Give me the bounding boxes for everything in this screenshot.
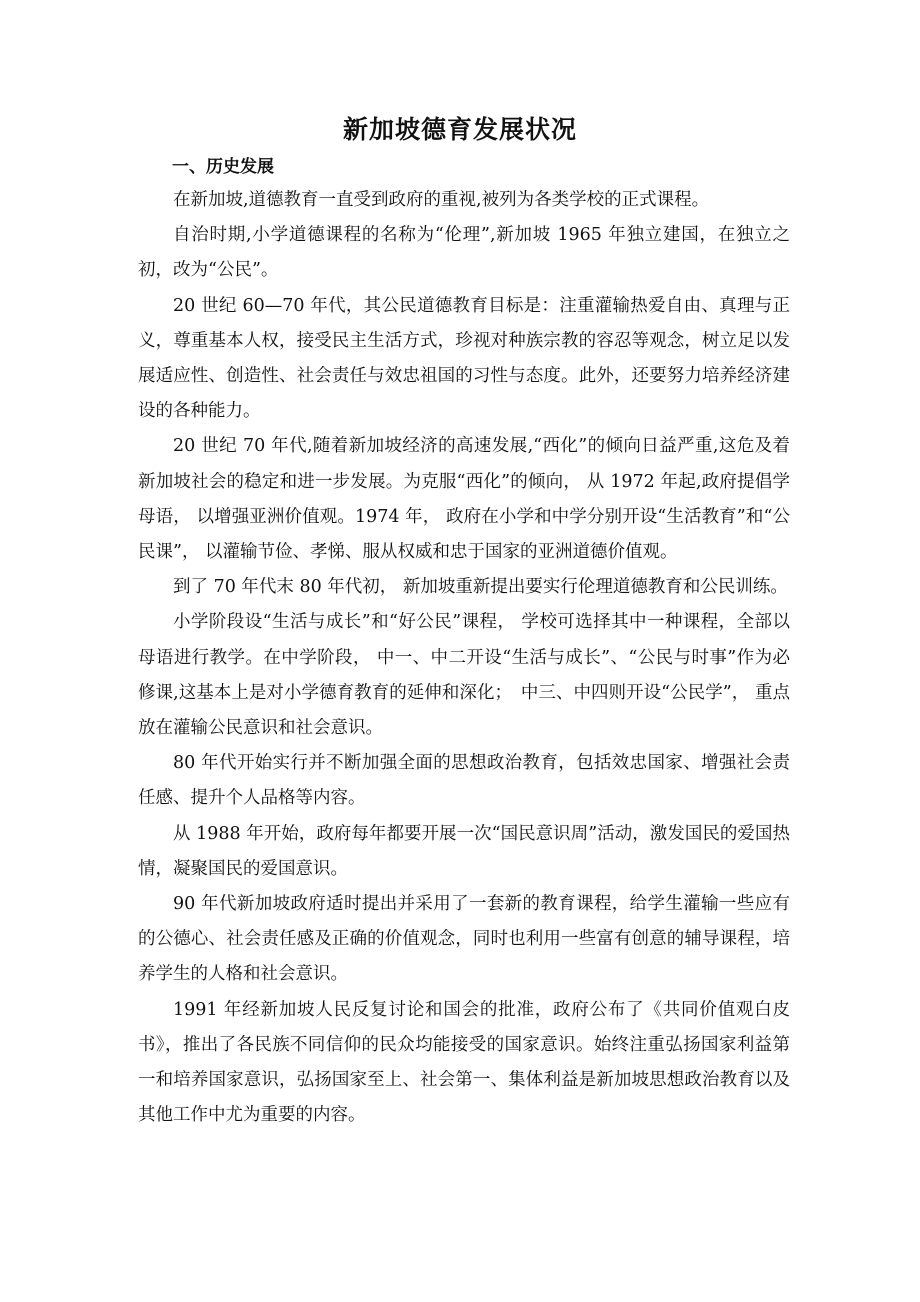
paragraph-7: 80 年代开始实行并不断加强全面的思想政治教育，包括效忠国家、增强社会责任感、提升个人品格等内容。 xyxy=(138,753,790,809)
paragraph-5: 到了 70 年代末 80 年代初， 新加坡重新提出要实行伦理道德教育和公民训练。 xyxy=(173,577,788,598)
paragraph-10: 1991 年经新加坡人民反复讨论和国会的批准，政府公布了《共同价值观白皮书》，推出了各民族不同信仰的民众均能接受的国家意识。始终注重弘扬国家利益第一和培养国家意识，弘扬国家至上、社会第一、集体利益是新加坡思想政治教育以及其他工作中尤为重要的内容。 xyxy=(138,999,790,1126)
paragraph-6: 小学阶段设“生活与成长”和“好公民”课程， 学校可选择其中一种课程，全部以母语进行教学。在中学阶段， 中一、中二开设“生活与成长”、“公民与时事”作为必修课,这基本上是对小学德育教育的延伸和深化； 中三、中四则开设“公民学”， 重点放在灌输公民意识和社会意识。 xyxy=(138,612,790,739)
paragraph-9: 90 年代新加坡政府适时提出并采用了一套新的教育课程，给学生灌输一些应有的公德心、社会责任感及正确的价值观念，同时也利用一些富有创意的辅导课程，培养学生的人格和社会意识。 xyxy=(138,894,790,985)
paragraph-4: 20 世纪 70 年代,随着新加坡经济的高速发展,“西化”的倾向日益严重,这危及着新加坡社会的稳定和进一步发展。为克服“西化”的倾向， 从 1972 年起,政府提倡学母语， 以增强亚洲价值观。1974 年， 政府在小学和中学分别开设“生活教育”和“公民课”， 以灌输节俭、孝悌、服从权威和忠于国家的亚洲道德价值观。 xyxy=(138,436,790,563)
paragraph-2: 自治时期,小学道德课程的名称为“伦理”,新加坡 1965 年独立建国，在独立之初，改为“公民”。 xyxy=(138,225,790,281)
paragraph-8: 从 1988 年开始，政府每年都要开展一次“国民意识周”活动，激发国民的爱国热情，凝聚国民的爱国意识。 xyxy=(138,823,790,879)
document-title: 新加坡德育发展状况 xyxy=(342,115,577,144)
paragraph-3: 20 世纪 60—70 年代，其公民道德教育目标是：注重灌输热爱自由、真理与正义，尊重基本人权，接受民主生活方式，珍视对种族宗教的容忍等观念，树立足以发展适应性、创造性、社会责任与效忠祖国的习性与态度。此外，还要努力培养经济建设的各种能力。 xyxy=(138,295,790,422)
paragraph-1: 在新加坡,道德教育一直受到政府的重视,被列为各类学校的正式课程。 xyxy=(173,190,710,210)
section-heading: 一、历史发展 xyxy=(172,157,274,177)
body-text xyxy=(138,183,790,1133)
